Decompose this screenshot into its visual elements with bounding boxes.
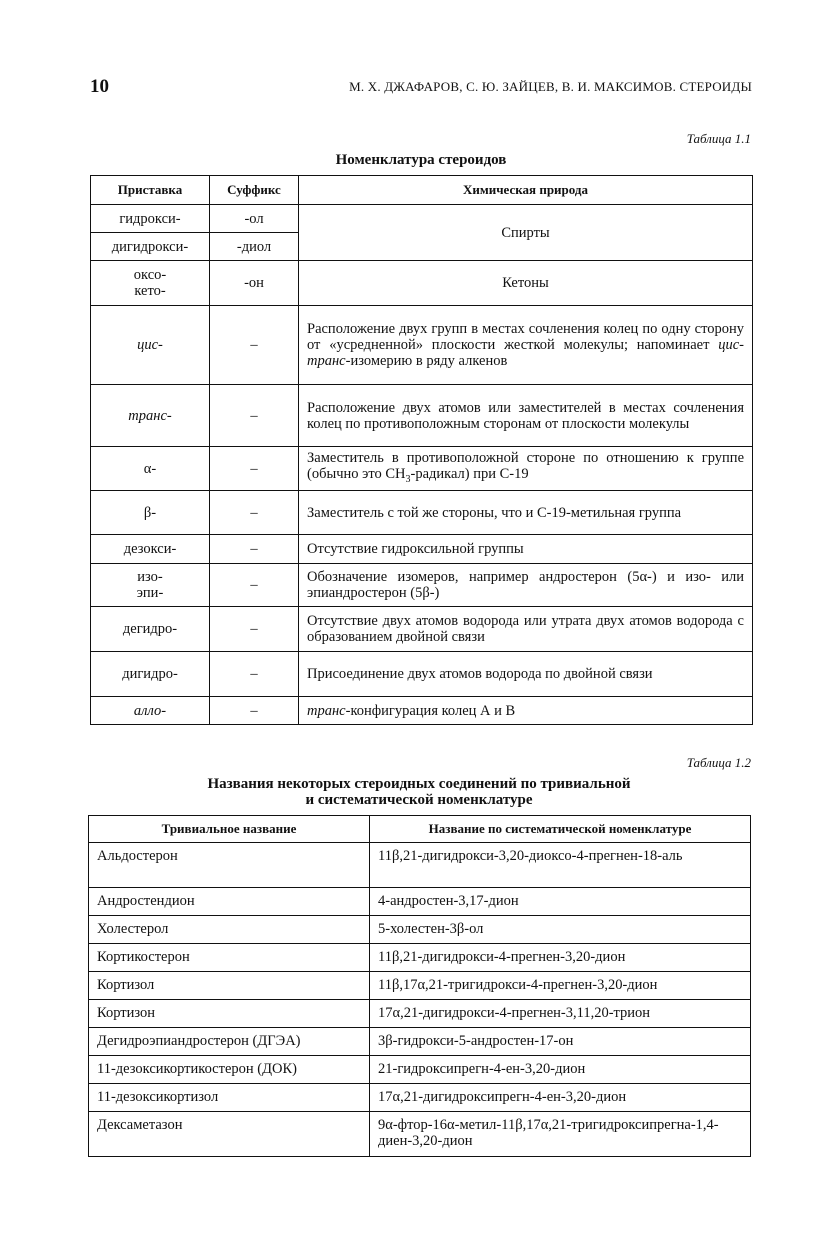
suffix-cell: – [210,652,299,697]
nature-cell: Заместитель с той же стороны, что и С-19-метильная группа [299,491,753,535]
column-header-trivial-name: Тривиальное название [89,816,370,843]
nature-text: -изомерию в ряду алкенов [345,353,508,369]
suffix-cell: -он [210,261,299,306]
prefix-cell: алло- [91,697,210,725]
prefix-cell: дигидро- [91,652,210,697]
page-number: 10 [90,76,109,97]
trivial-name-cell: Дегидроэпиандростерон (ДГЭА) [89,1028,370,1056]
nature-cell [299,447,753,491]
table-row [91,697,753,725]
nature-text-italic: транс [307,702,346,719]
table-row [89,1084,751,1112]
table-2-title [88,776,750,808]
nature-cell: Кетоны [299,261,753,306]
page-header [90,76,752,98]
suffix-cell: – [210,447,299,491]
suffix-cell: – [210,385,299,447]
prefix-cell: дигидрокси- [91,233,210,261]
nature-cell: Спирты [299,205,753,261]
systematic-name-cell: 5-холестен-3β-ол [370,916,751,944]
table-row [89,1028,751,1056]
prefix-line: эпи- [136,585,164,601]
table-row [89,1056,751,1084]
nature-text: Заместитель в противоположной стороне по отношению к группе (обычно это CH [307,449,744,482]
table-header-row [89,816,751,843]
nature-text: -радикал) при С-19 [410,465,529,482]
prefix-cell: гидрокси- [91,205,210,233]
table-row [91,491,753,535]
trivial-name-cell: Дексаметазон [89,1112,370,1157]
table-row [91,607,753,652]
trivial-name-cell: 11-дезоксикортизол [89,1084,370,1112]
suffix-cell: – [210,697,299,725]
prefix-cell [91,564,210,607]
suffix-cell: – [210,535,299,564]
systematic-name-cell: 11β,21-дигидрокси-3,20-диоксо-4-прегнен-18-аль [370,843,751,888]
suffix-cell: – [210,564,299,607]
table-row [91,205,753,233]
table-row [89,1000,751,1028]
nature-text-italic: цис-транс [307,337,744,369]
table-1-title: Номенклатура стероидов [335,152,507,168]
column-header-suffix: Суффикс [210,176,299,205]
trivial-name-cell: Холестерол [89,916,370,944]
table-2-title-line: Названия некоторых стероидных соединений по тривиальной [207,776,631,792]
suffix-cell: -диол [210,233,299,261]
subscript-text: 3 [405,473,411,485]
table-row [91,564,753,607]
systematic-name-cell: 3β-гидрокси-5-андростен-17-он [370,1028,751,1056]
column-header-prefix: Приставка [91,176,210,205]
systematic-name-cell: 21-гидроксипрегн-4-ен-3,20-дион [370,1056,751,1084]
nature-cell: Присоединение двух атомов водорода по двойной связи [299,652,753,697]
table-row [89,1112,751,1157]
table-header-row [91,176,753,205]
systematic-name-cell: 4-андростен-3,17-дион [370,888,751,916]
systematic-name-cell: 9α-фтор-16α-метил-11β,17α,21-тригидроксипрегна-1,4-диен-3,20-дион [370,1112,751,1157]
table-row [91,261,753,306]
nature-cell: Обозначение изомеров, например андростерон (5α-) и изо- или эпиандростерон (5β-) [299,564,753,607]
prefix-cell: α- [91,447,210,491]
table-2-label: Таблица 1.2 [686,755,751,770]
prefix-line: изо- [137,569,163,585]
trivial-name-cell: Альдостерон [89,843,370,888]
prefix-cell: дезокси- [91,535,210,564]
table-row [91,535,753,564]
systematic-name-cell: 11β,17α,21-тригидрокси-4-прегнен-3,20-дион [370,972,751,1000]
table-1-label: Таблица 1.1 [686,131,751,146]
trivial-name-cell: Кортизон [89,1000,370,1028]
prefix-line: оксо- [133,267,167,283]
nature-text: -конфигурация колец А и В [345,702,516,719]
prefix-cell [91,261,210,306]
nature-cell: Расположение двух атомов или заместителей в местах сочленения колец по противоположным сторонам от плоскости молекулы [299,385,753,447]
nature-cell [299,306,753,385]
nature-cell: Отсутствие двух атомов водорода или утрата двух атомов водорода с образованием двойной связи [299,607,753,652]
systematic-name-cell: 17α,21-дигидрокси-4-прегнен-3,11,20-трион [370,1000,751,1028]
prefix-line: кето- [134,283,166,299]
running-head: М. Х. ДЖАФАРОВ, С. Ю. ЗАЙЦЕВ, В. И. МАКСИМОВ. СТЕРОИДЫ [349,79,752,94]
nomenclature-table [90,175,753,725]
table-row [91,306,753,385]
table-row [91,652,753,697]
table-row [89,916,751,944]
prefix-cell: β- [91,491,210,535]
nature-cell: Отсутствие гидроксильной группы [299,535,753,564]
nature-text: Расположение двух групп в местах сочленения колец по одну сторону от «усредненной» плоскости жесткой молекулы; напоминает [307,321,744,353]
suffix-cell: – [210,306,299,385]
suffix-cell: – [210,491,299,535]
table-row [91,447,753,491]
table-row [89,944,751,972]
prefix-cell: цис- [91,306,210,385]
table-2-title-line: и систематической номенклатуре [305,792,533,808]
trivial-name-cell: Кортизол [89,972,370,1000]
table-row [89,972,751,1000]
table-row [89,843,751,888]
systematic-name-cell: 11β,21-дигидрокси-4-прегнен-3,20-дион [370,944,751,972]
table-row [89,888,751,916]
column-header-chemical-nature: Химическая природа [299,176,753,205]
suffix-cell: – [210,607,299,652]
table-row [91,385,753,447]
prefix-cell: транс- [91,385,210,447]
suffix-cell: -ол [210,205,299,233]
column-header-systematic-name: Название по систематической номенклатуре [370,816,751,843]
systematic-name-cell: 17α,21-дигидроксипрегн-4-ен-3,20-дион [370,1084,751,1112]
prefix-cell: дегидро- [91,607,210,652]
nature-cell [299,697,753,725]
trivial-name-cell: Андростендион [89,888,370,916]
trivial-names-table [88,815,751,1157]
trivial-name-cell: Кортикостерон [89,944,370,972]
trivial-name-cell: 11-дезоксикортикостерон (ДОК) [89,1056,370,1084]
